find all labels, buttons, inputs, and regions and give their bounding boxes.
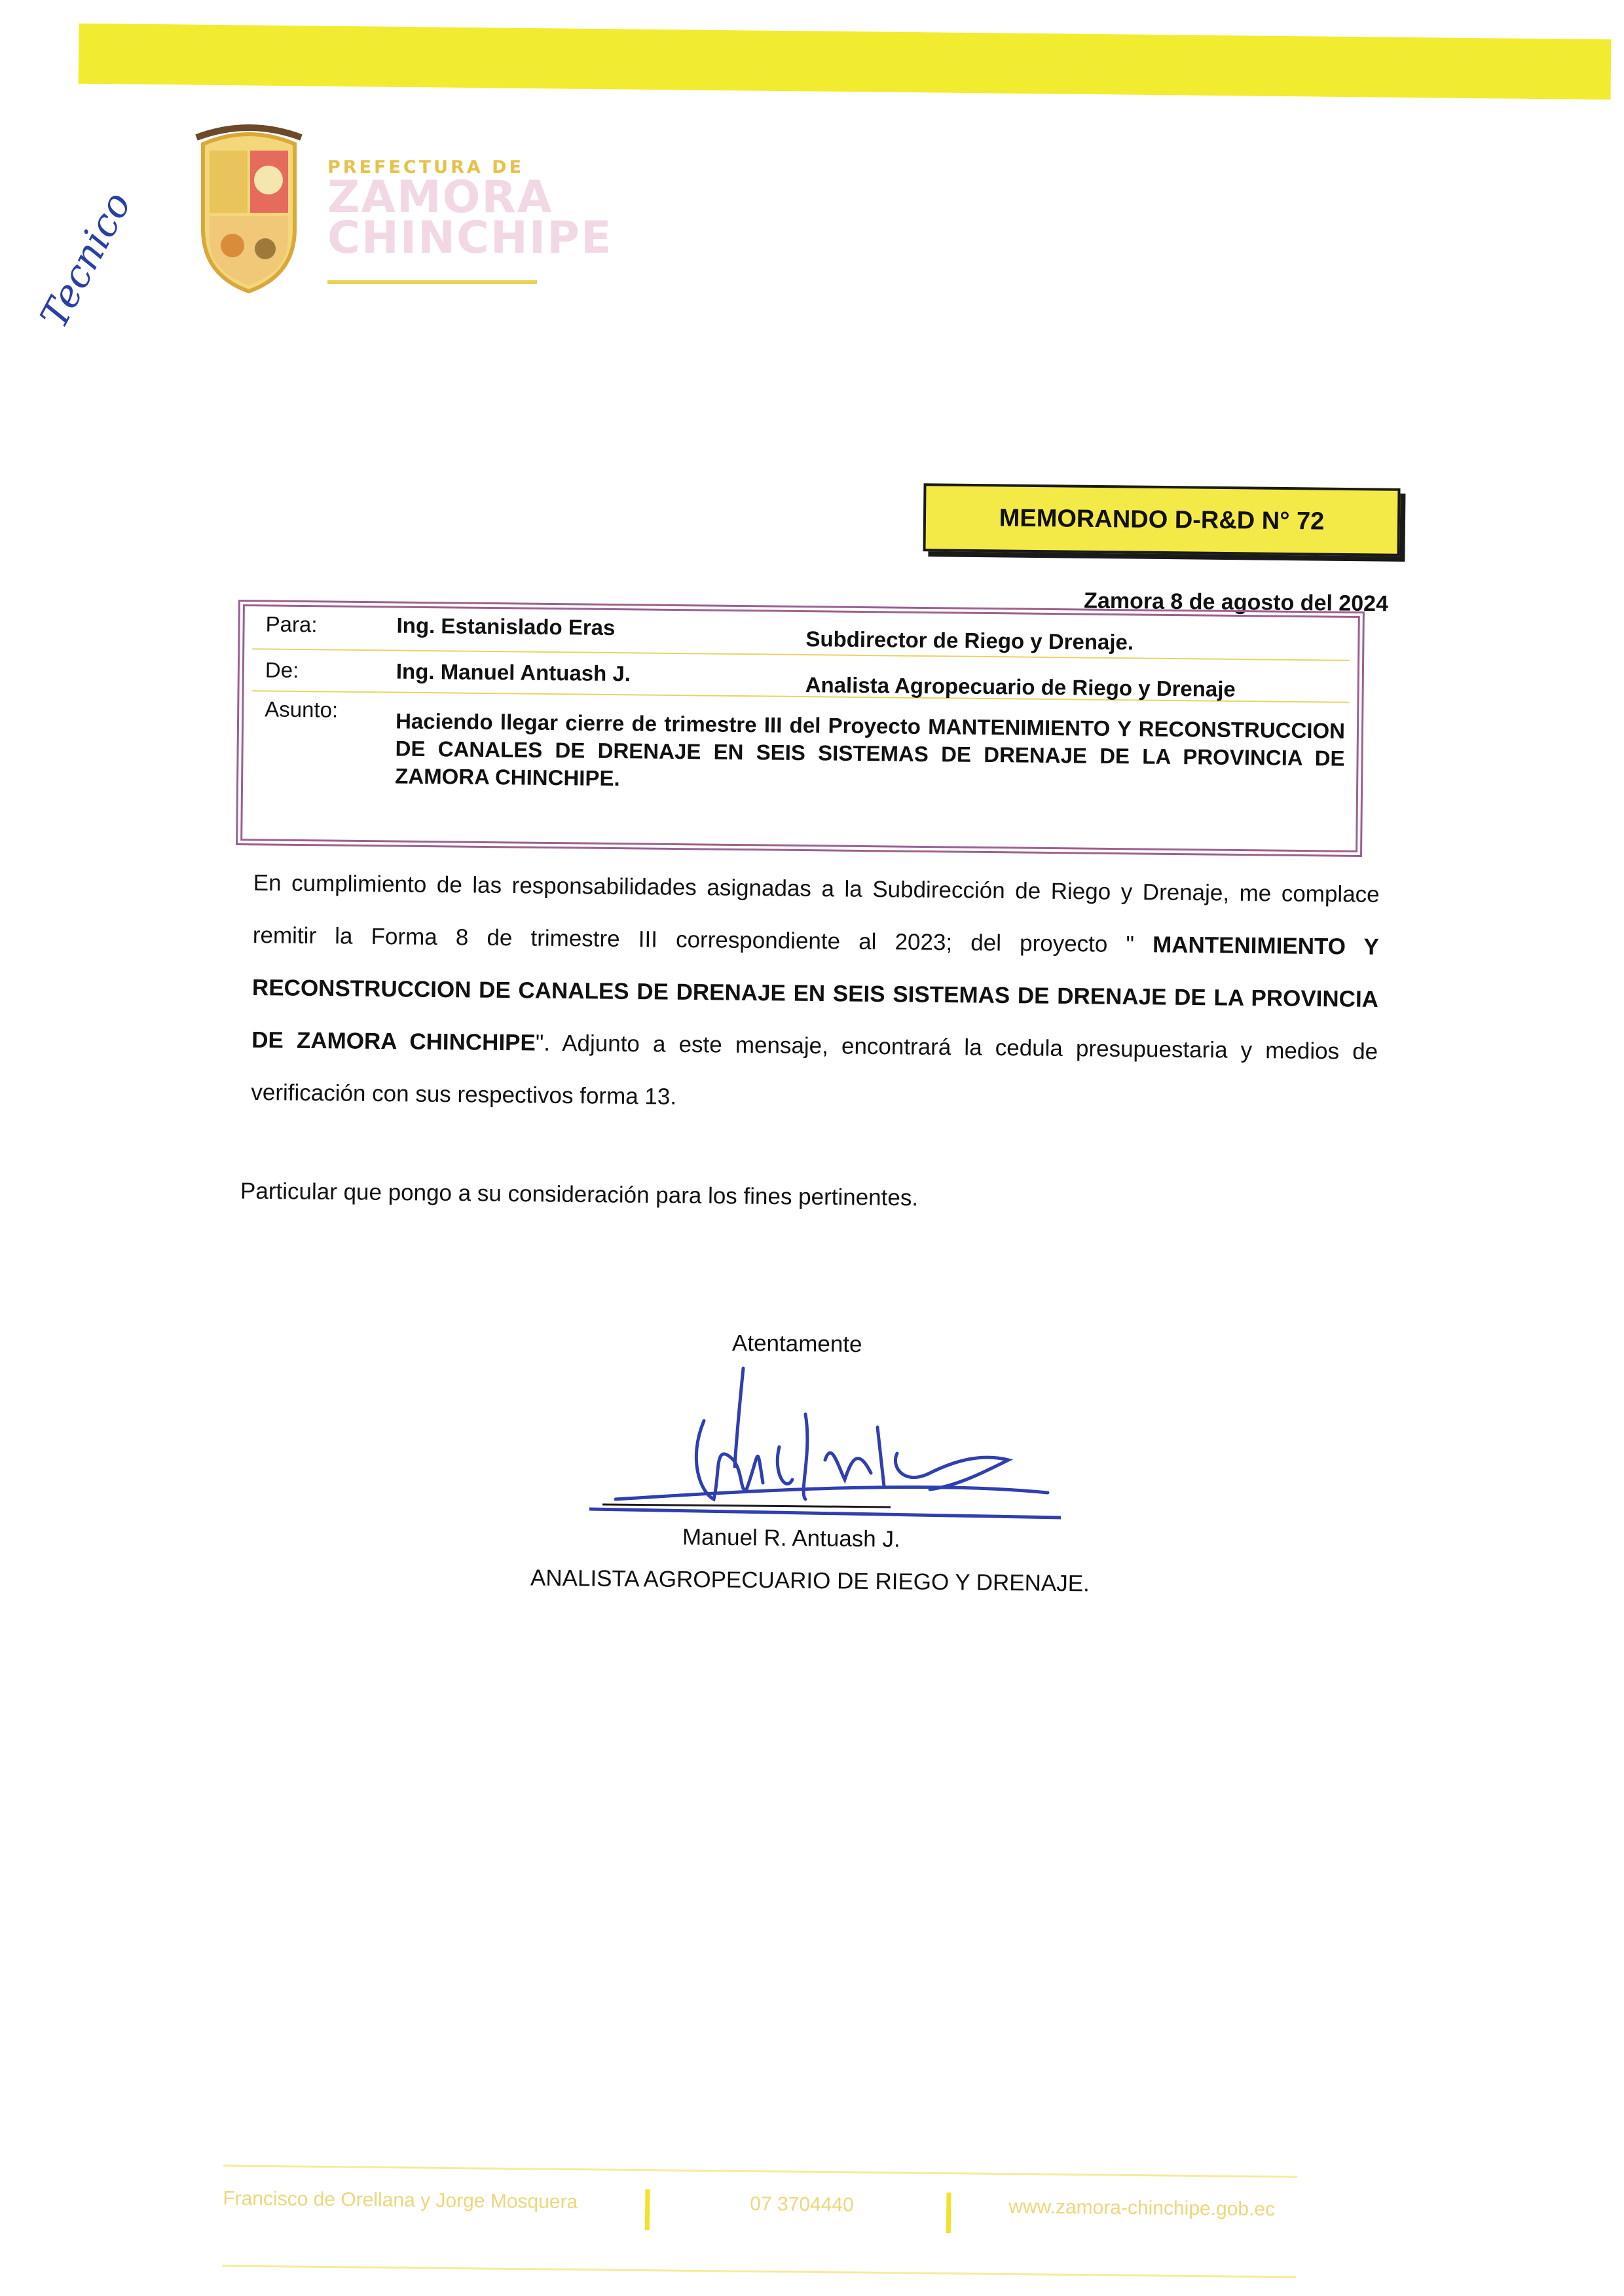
handwritten-signature <box>589 1362 1061 1532</box>
footer-website: www.zamora-chinchipe.gob.ec <box>1008 2195 1276 2221</box>
para-label: Para: <box>265 611 318 637</box>
memo-title-box <box>923 483 1400 556</box>
logo-line-1: PREFECTURA DE <box>327 157 525 177</box>
footer-address: Francisco de Orellana y Jorge Mosquera <box>223 2187 578 2214</box>
para-role: Subdirector de Riego y Drenaje. <box>805 627 1134 655</box>
para-row <box>252 611 1350 661</box>
signer-name: Manuel R. Antuash J. <box>682 1524 900 1552</box>
footer-phone: 07 3704440 <box>750 2193 854 2216</box>
memo-title: MEMORANDO D-R&D N° 72 <box>999 503 1325 536</box>
page-footer <box>222 2164 1297 2278</box>
logo-line-2: ZAMORA <box>327 172 553 223</box>
handwritten-note: Tecnico <box>31 184 140 335</box>
footer-separator <box>946 2193 951 2233</box>
de-label: De: <box>265 657 299 682</box>
closing-sentence: Particular que pongo a su consideración para los fines pertinentes. <box>240 1178 919 1211</box>
memo-date: Zamora 8 de agosto del 2024 <box>1083 588 1389 617</box>
footer-separator <box>645 2189 650 2230</box>
de-name: Ing. Manuel Antuash J. <box>396 659 631 686</box>
para-name: Ing. Estanislado Eras <box>396 613 616 640</box>
body-text-part-2: ". Adjunto a este mensaje, encontrará la cedula presupuestaria y medios de verificación con sus respectivos forma 13. <box>251 1030 1378 1110</box>
body-paragraph <box>251 857 1380 1131</box>
logo-wordmark <box>327 157 613 264</box>
logo-underline <box>327 280 537 284</box>
asunto-label: Asunto: <box>265 697 339 722</box>
de-role: Analista Agropecuario de Riego y Drenaje <box>805 672 1236 701</box>
body-text-part-1: En cumplimiento de las responsabilidades asignadas a la Subdirección de Riego y Drenaje, me complace remitir la Forma 8 de trimestre III correspondiente al 2023; del proyecto " <box>252 870 1380 958</box>
prefectura-logo <box>183 124 613 308</box>
coat-of-arms-icon <box>183 124 314 301</box>
asunto-text: Haciendo llegar cierre de trimestre III del Proyecto MANTENIMIENTO Y RECONSTRUCCION DE CANALES DE DRENAJE EN SEIS SISTEMAS DE DRENAJE DE LA PROVINCIA DE ZAMORA CHINCHIPE. <box>395 708 1346 791</box>
logo-line-3: CHINCHIPE <box>327 212 613 264</box>
body-project-name: MANTENIMIENTO Y RECONSTRUCCION DE CANALES DE DRENAJE EN SEIS SISTEMAS DE DRENAJE DE LA PROVINCIA DE ZAMORA CHINCHIPE <box>251 932 1380 1056</box>
memo-header-table <box>236 600 1365 857</box>
salutation: Atentamente <box>731 1330 862 1358</box>
top-yellow-band <box>79 24 1612 100</box>
de-row <box>252 657 1350 703</box>
signer-title: ANALISTA AGROPECUARIO DE RIEGO Y DRENAJE. <box>530 1565 1090 1597</box>
